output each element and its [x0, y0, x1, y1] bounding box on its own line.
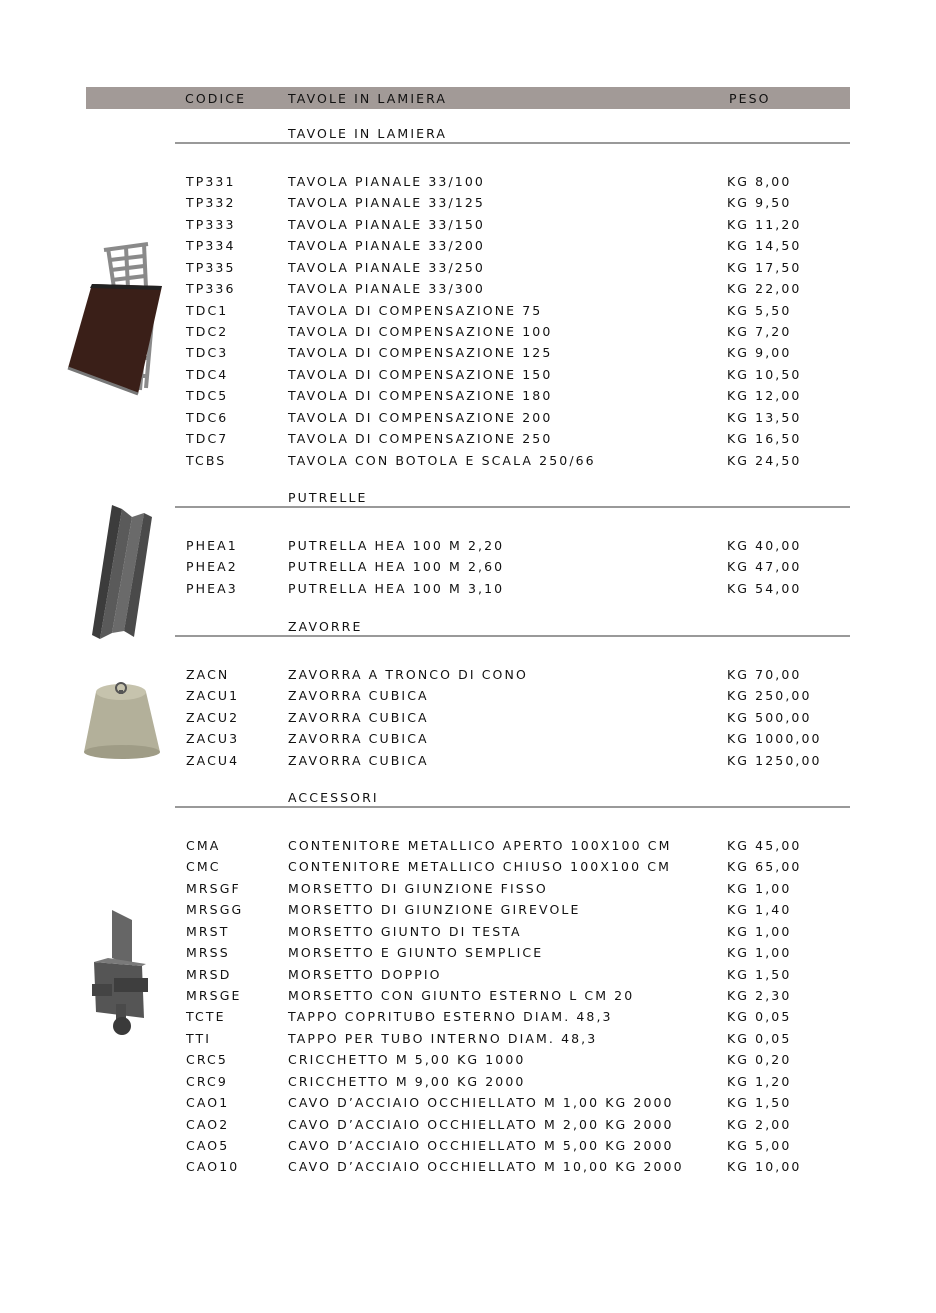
product-code: CAO2	[186, 1116, 230, 1132]
product-weight: KG 1000,00	[727, 731, 822, 747]
product-description: TAVOLA DI COMPENSAZIONE 100	[288, 323, 553, 339]
product-code: CMA	[186, 838, 221, 853]
section-divider	[175, 635, 850, 637]
product-description: CONTENITORE METALLICO APERTO 100X100 CM	[288, 838, 672, 853]
product-description: TAVOLA PIANALE 33/300	[288, 281, 485, 297]
header-description: TAVOLE IN LAMIERA	[288, 91, 448, 106]
product-weight: KG 10,00	[727, 1159, 802, 1175]
table-row	[0, 432, 936, 446]
header-peso: PESO	[729, 91, 771, 106]
product-weight: KG 1,50	[727, 1095, 792, 1110]
product-weight: KG 0,05	[727, 1009, 792, 1025]
product-weight: KG 24,50	[727, 452, 802, 468]
product-code: MRST	[186, 923, 230, 939]
product-weight: KG 12,00	[727, 388, 802, 404]
product-description: TAVOLA PIANALE 33/200	[288, 238, 485, 254]
product-code: PHEA1	[186, 538, 238, 553]
product-weight: KG 16,50	[727, 431, 802, 446]
product-description: TAVOLA DI COMPENSAZIONE 250	[288, 431, 553, 446]
product-description: ZAVORRA CUBICA	[288, 709, 429, 725]
scaffold-platform-icon	[66, 238, 164, 400]
section-divider	[175, 806, 850, 808]
product-description: ZAVORRA CUBICA	[288, 752, 429, 768]
table-row	[0, 1160, 936, 1174]
table-row	[0, 839, 936, 853]
product-description: TAPPO PER TUBO INTERNO DIAM. 48,3	[288, 1030, 598, 1046]
table-row	[0, 1053, 936, 1067]
product-code: TDC2	[186, 323, 229, 339]
product-weight: KG 13,50	[727, 409, 802, 425]
product-code: TDC4	[186, 366, 229, 382]
table-row	[0, 860, 936, 874]
product-code: CRC5	[186, 1052, 228, 1068]
product-code: CAO1	[186, 1095, 230, 1110]
product-weight: KG 2,30	[727, 987, 792, 1003]
product-description: CONTENITORE METALLICO CHIUSO 100X100 CM	[288, 859, 671, 875]
product-code: TCBS	[186, 452, 227, 468]
product-description: TAVOLA PIANALE 33/125	[288, 195, 485, 211]
product-code: ZACU1	[186, 688, 240, 704]
product-description: MORSETTO GIUNTO DI TESTA	[288, 923, 522, 939]
product-weight: KG 1,40	[727, 902, 792, 918]
product-code: TDC7	[186, 431, 229, 446]
product-description: ZAVORRA CUBICA	[288, 688, 429, 704]
product-description: MORSETTO DOPPIO	[288, 966, 442, 982]
table-row	[0, 175, 936, 189]
product-description: TAVOLA DI COMPENSAZIONE 75	[288, 302, 543, 318]
product-weight: KG 17,50	[727, 259, 802, 275]
product-code: TP332	[186, 195, 236, 211]
product-code: ZACU4	[186, 752, 240, 768]
product-code: TTI	[186, 1030, 212, 1046]
table-row	[0, 1096, 936, 1110]
product-description: PUTRELLA HEA 100 M 3,10	[288, 580, 505, 596]
product-code: MRSGF	[186, 880, 241, 896]
table-row	[0, 196, 936, 210]
product-code: CAO5	[186, 1137, 230, 1153]
product-weight: KG 1,00	[727, 880, 792, 896]
product-code: TP336	[186, 281, 236, 297]
product-code: ZACU2	[186, 709, 240, 725]
product-description: PUTRELLA HEA 100 M 2,60	[288, 559, 505, 575]
product-description: ZAVORRA A TRONCO DI CONO	[288, 667, 528, 682]
product-description: TAVOLA CON BOTOLA E SCALA 250/66	[288, 452, 596, 468]
product-code: ZACU3	[186, 731, 240, 747]
product-weight: KG 0,20	[727, 1052, 792, 1068]
product-description: CRICCHETTO M 9,00 KG 2000	[288, 1073, 526, 1089]
product-description: MORSETTO DI GIUNZIONE FISSO	[288, 880, 548, 896]
product-description: CAVO D’ACCIAIO OCCHIELLATO M 10,00 KG 2000	[288, 1159, 684, 1175]
product-description: CAVO D’ACCIAIO OCCHIELLATO M 1,00 KG 2000	[288, 1095, 674, 1110]
product-weight: KG 2,00	[727, 1116, 792, 1132]
product-weight: KG 1250,00	[727, 752, 822, 768]
product-weight: KG 47,00	[727, 559, 802, 575]
product-description: TAVOLA DI COMPENSAZIONE 200	[288, 409, 553, 425]
product-description: TAVOLA PIANALE 33/250	[288, 259, 485, 275]
product-weight: KG 22,00	[727, 281, 802, 297]
product-weight: KG 500,00	[727, 709, 812, 725]
product-description: TAVOLA PIANALE 33/100	[288, 174, 485, 189]
table-row	[0, 1075, 936, 1089]
product-code: TP334	[186, 238, 236, 254]
table-row	[0, 218, 936, 232]
product-code: TDC1	[186, 302, 229, 318]
header-codice: CODICE	[185, 91, 247, 106]
product-weight: KG 1,00	[727, 923, 792, 939]
product-description: TAVOLA DI COMPENSAZIONE 150	[288, 366, 553, 382]
product-description: MORSETTO CON GIUNTO ESTERNO L CM 20	[288, 987, 635, 1003]
product-description: MORSETTO DI GIUNZIONE GIREVOLE	[288, 902, 581, 918]
product-weight: KG 9,50	[727, 195, 792, 211]
product-weight: KG 1,00	[727, 945, 792, 961]
product-code: TP335	[186, 259, 236, 275]
table-row	[0, 411, 936, 425]
product-weight: KG 70,00	[727, 667, 802, 682]
product-code: TDC6	[186, 409, 229, 425]
product-code: MRSS	[186, 945, 230, 961]
product-weight: KG 45,00	[727, 838, 802, 853]
product-description: PUTRELLA HEA 100 M 2,20	[288, 538, 505, 553]
product-description: ZAVORRA CUBICA	[288, 731, 429, 747]
scaffold-clamp-icon	[88, 908, 156, 1038]
product-code: MRSGG	[186, 902, 244, 918]
product-weight: KG 1,20	[727, 1073, 792, 1089]
section-title-zavorre: ZAVORRE	[288, 619, 363, 634]
product-code: CMC	[186, 859, 221, 875]
product-weight: KG 40,00	[727, 538, 802, 553]
section-title-tavole: TAVOLE IN LAMIERA	[288, 126, 448, 141]
product-weight: KG 8,00	[727, 174, 792, 189]
product-code: TP331	[186, 174, 236, 189]
product-weight: KG 1,50	[727, 966, 792, 982]
table-row	[0, 1118, 936, 1132]
product-code: TP333	[186, 216, 236, 232]
product-code: ZACN	[186, 667, 230, 682]
product-weight: KG 14,50	[727, 238, 802, 254]
product-weight: KG 250,00	[727, 688, 812, 704]
product-weight: KG 5,00	[727, 1137, 792, 1153]
table-row	[0, 454, 936, 468]
product-code: TDC5	[186, 388, 229, 404]
product-code: MRSGE	[186, 987, 242, 1003]
section-divider	[175, 506, 850, 508]
product-weight: KG 54,00	[727, 580, 802, 596]
product-description: TAVOLA DI COMPENSAZIONE 180	[288, 388, 553, 404]
product-code: TDC3	[186, 345, 229, 361]
product-code: MRSD	[186, 966, 232, 982]
table-row	[0, 882, 936, 896]
product-code: CRC9	[186, 1073, 228, 1089]
product-description: TAVOLA PIANALE 33/150	[288, 216, 485, 232]
product-code: PHEA3	[186, 580, 238, 596]
product-weight: KG 65,00	[727, 859, 802, 875]
i-beam-icon	[88, 503, 158, 641]
product-description: CRICCHETTO M 5,00 KG 1000	[288, 1052, 526, 1068]
product-code: PHEA2	[186, 559, 238, 575]
product-description: MORSETTO E GIUNTO SEMPLICE	[288, 945, 544, 961]
section-title-putrelle: PUTRELLE	[288, 490, 368, 505]
product-description: CAVO D’ACCIAIO OCCHIELLATO M 5,00 KG 2000	[288, 1137, 674, 1153]
product-weight: KG 10,50	[727, 366, 802, 382]
table-row	[0, 1139, 936, 1153]
product-description: TAVOLA DI COMPENSAZIONE 125	[288, 345, 553, 361]
product-code: CAO10	[186, 1159, 240, 1175]
product-code: TCTE	[186, 1009, 226, 1025]
product-description: TAPPO COPRITUBO ESTERNO DIAM. 48,3	[288, 1009, 613, 1025]
product-weight: KG 5,50	[727, 302, 792, 318]
product-weight: KG 9,00	[727, 345, 792, 361]
product-weight: KG 7,20	[727, 323, 792, 339]
section-title-accessori: ACCESSORI	[288, 790, 379, 805]
cone-ballast-icon	[82, 678, 162, 760]
product-description: CAVO D’ACCIAIO OCCHIELLATO M 2,00 KG 2000	[288, 1116, 674, 1132]
section-divider	[175, 142, 850, 144]
product-weight: KG 0,05	[727, 1030, 792, 1046]
product-weight: KG 11,20	[727, 216, 802, 232]
